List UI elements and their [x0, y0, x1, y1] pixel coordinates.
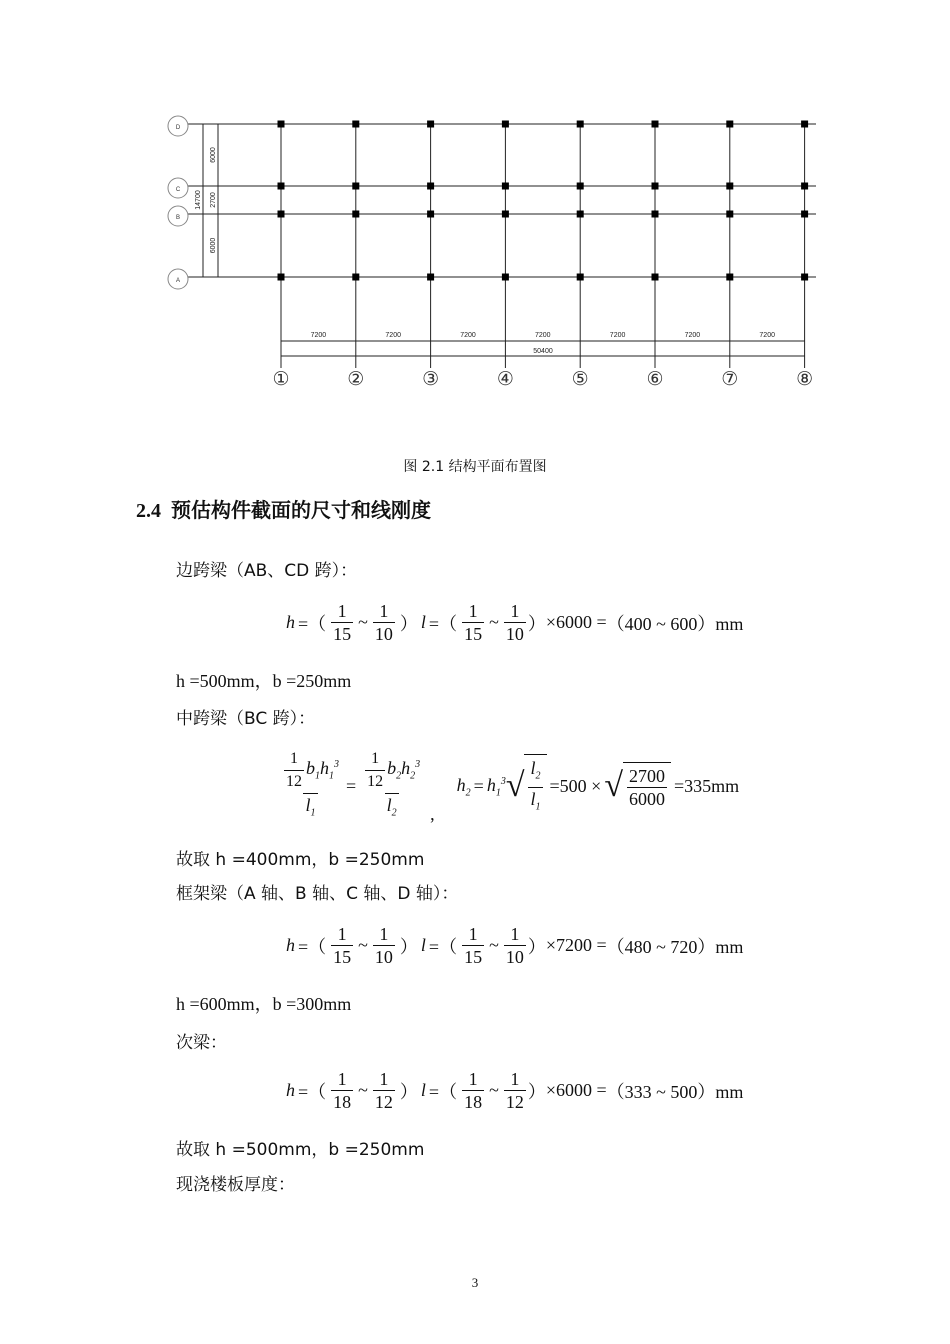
formula-frame-beam: h =（ $\frac{1}{15}$ ~ $\frac{1}{10}$ ） l =（ $\frac{1}{15}$ ~ $\frac{1}{10}$ ） ×7200 = （480 ~ 720）mm: [286, 924, 744, 967]
structural-plan-drawing: [160, 100, 830, 400]
column-mark: [352, 211, 359, 218]
column-mark: [278, 211, 285, 218]
total-dim-label: 50400: [533, 348, 553, 355]
axis-number-3: ③: [422, 368, 440, 390]
column-mark: [577, 211, 584, 218]
axis-number-6: ⑥: [646, 368, 664, 390]
edge-beam-label: 边跨梁（AB、CD 跨）：: [176, 561, 358, 581]
axis-number-4: ④: [496, 368, 514, 390]
axis-label-A: A: [175, 278, 181, 284]
column-mark: [726, 183, 733, 190]
bay-dim-label: 7200: [535, 332, 551, 339]
section-title: 预估构件截面的尺寸和线刚度: [171, 498, 431, 522]
mid-beam-result: 故取 h =400mm，b =250mm: [176, 850, 425, 870]
column-mark: [352, 183, 359, 190]
column-mark: [502, 183, 509, 190]
axis-label-B: B: [175, 215, 181, 221]
formula-secondary-beam: h =（ $\frac{1}{18}$ ~ $\frac{1}{12}$ ） l =（ $\frac{1}{18}$ ~ $\frac{1}{12}$ ） ×6000 = （333 ~ 500）mm: [286, 1069, 744, 1112]
secondary-beam-result: 故取 h =500mm，b =250mm: [176, 1140, 425, 1160]
figure-caption: 图 2.1 结构平面布置图: [403, 459, 547, 475]
frame-beam-label: 框架梁（A 轴、B 轴、C 轴、D 轴）：: [176, 884, 459, 904]
column-mark: [278, 183, 285, 190]
column-mark: [278, 274, 285, 281]
column-mark: [427, 211, 434, 218]
formula-edge-beam: h =（ $\frac{1}{15}$ ~ $\frac{1}{10}$ ） l =（ $\frac{1}{15}$ ~ $\frac{1}{10}$ ） ×6000 = （400 ~ 600）mm: [286, 601, 744, 644]
column-mark: [577, 121, 584, 128]
bay-dim-label: 7200: [385, 332, 401, 339]
slab-thickness-label: 现浇楼板厚度：: [176, 1175, 295, 1195]
vertical-dim-label: 2700: [210, 192, 217, 208]
axis-number-8: ⑧: [796, 368, 814, 390]
vertical-dim-label: 6000: [210, 237, 217, 254]
column-mark: [502, 121, 509, 128]
column-mark: [427, 183, 434, 190]
column-mark: [502, 274, 509, 281]
column-mark: [652, 183, 659, 190]
bay-dim-label: 7200: [759, 332, 775, 339]
axis-number-2: ②: [347, 368, 365, 390]
column-mark: [801, 274, 808, 281]
axis-number-7: ⑦: [721, 368, 739, 390]
edge-beam-result: h =500mm，b =250mm: [176, 671, 352, 691]
vertical-total-label: 14700: [195, 190, 202, 210]
column-mark: [652, 211, 659, 218]
column-mark: [427, 121, 434, 128]
secondary-beam-label: 次梁：: [176, 1033, 227, 1053]
formula-mid-beam: $\frac{1}{12}$ $b_1h_1^3$ $l_1$ = $\frac{1}{12}$ $b_2h_2^3$ $l_2$ , $h_2$ = $h_1^3$ √ $\frac{l_2}{l_1}$ =500 × √ $\frac{2700}{6000}$ =335mm: [286, 750, 740, 824]
bay-dim-label: 7200: [609, 332, 626, 339]
vertical-dim-label: 6000: [210, 147, 217, 163]
column-mark: [801, 121, 808, 128]
column-mark: [801, 183, 808, 190]
column-mark: [427, 274, 434, 281]
column-mark: [577, 274, 584, 281]
section-heading: [136, 494, 431, 523]
column-mark: [352, 121, 359, 128]
column-mark: [801, 211, 808, 218]
column-mark: [726, 274, 733, 281]
column-mark: [726, 211, 733, 218]
bay-dim-label: 7200: [460, 332, 476, 339]
column-mark: [278, 121, 285, 128]
axis-label-D: D: [175, 125, 181, 131]
axis-number-1: ①: [272, 368, 290, 390]
axis-label-C: C: [175, 187, 181, 193]
frame-beam-result: h =600mm，b =300mm: [176, 994, 352, 1014]
bay-dim-label: 7200: [310, 332, 327, 339]
mid-beam-label: 中跨梁（BC 跨）：: [176, 709, 316, 729]
column-mark: [352, 274, 359, 281]
axis-number-5: ⑤: [571, 368, 589, 390]
column-mark: [577, 183, 584, 190]
page-number: 3: [471, 1275, 479, 1290]
column-mark: [726, 121, 733, 128]
section-number: 2.4: [136, 500, 161, 522]
column-mark: [652, 274, 659, 281]
column-mark: [652, 121, 659, 128]
column-mark: [502, 211, 509, 218]
bay-dim-label: 7200: [684, 332, 701, 339]
